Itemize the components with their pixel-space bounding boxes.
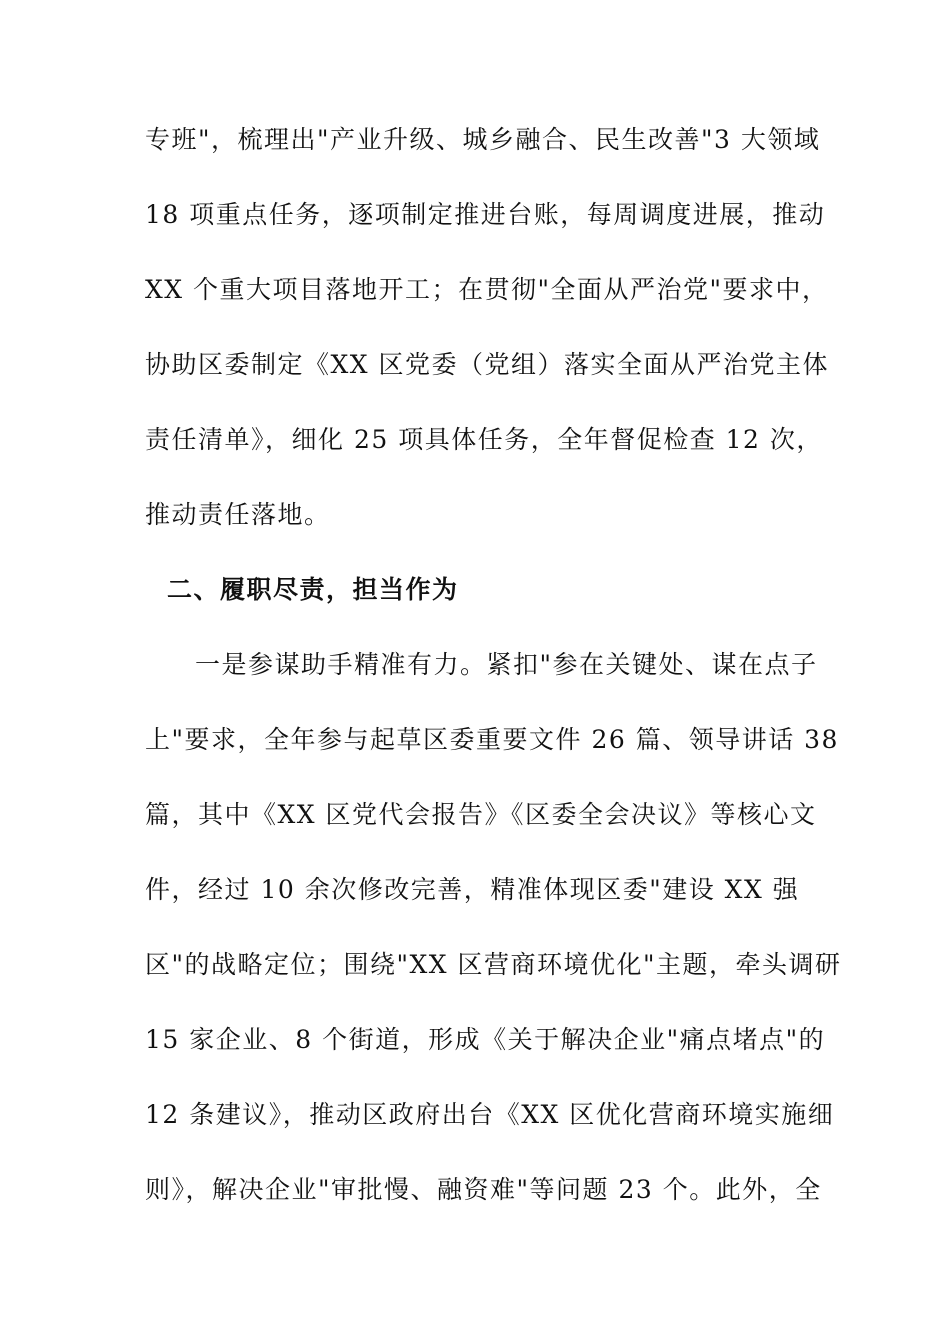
body-text-line: 责任清单》，细化 25 项具体任务，全年督促检查 12 次， bbox=[145, 425, 823, 454]
body-text-line: XX 个重大项目落地开工；在贯彻"全面从严治党"要求中， bbox=[145, 275, 829, 304]
body-text-line: 上"要求，全年参与起草区委重要文件 26 篇、领导讲话 38 bbox=[145, 725, 839, 754]
body-text-line: 12 条建议》，推动区政府出台《XX 区优化营商环境实施细 bbox=[145, 1100, 835, 1129]
body-text-line: 15 家企业、8 个街道，形成《关于解决企业"痛点堵点"的 bbox=[145, 1025, 826, 1054]
body-text-line: 一是参谋助手精准有力。紧扣"参在关键处、谋在点子 bbox=[195, 650, 818, 679]
body-text-line: 篇，其中《XX 区党代会报告》《区委全会决议》等核心文 bbox=[145, 800, 817, 829]
body-text-line: 18 项重点任务，逐项制定推进台账，每周调度进展，推动 bbox=[145, 200, 826, 229]
body-text-line: 专班"，梳理出"产业升级、城乡融合、民生改善"3 大领域 bbox=[145, 125, 821, 154]
body-text-line: 区"的战略定位；围绕"XX 区营商环境优化"主题，牵头调研 bbox=[145, 950, 842, 979]
body-text-line: 则》，解决企业"审批慢、融资难"等问题 23 个。此外，全 bbox=[145, 1175, 822, 1204]
body-text-line: 协助区委制定《XX 区党委（党组）落实全面从严治党主体 bbox=[145, 350, 830, 379]
body-text-line: 推动责任落地。 bbox=[145, 500, 331, 529]
section-heading: 二、履职尽责，担当作为 bbox=[167, 575, 459, 604]
body-text-line: 件，经过 10 余次修改完善，精准体现区委"建设 XX 强 bbox=[145, 875, 800, 904]
